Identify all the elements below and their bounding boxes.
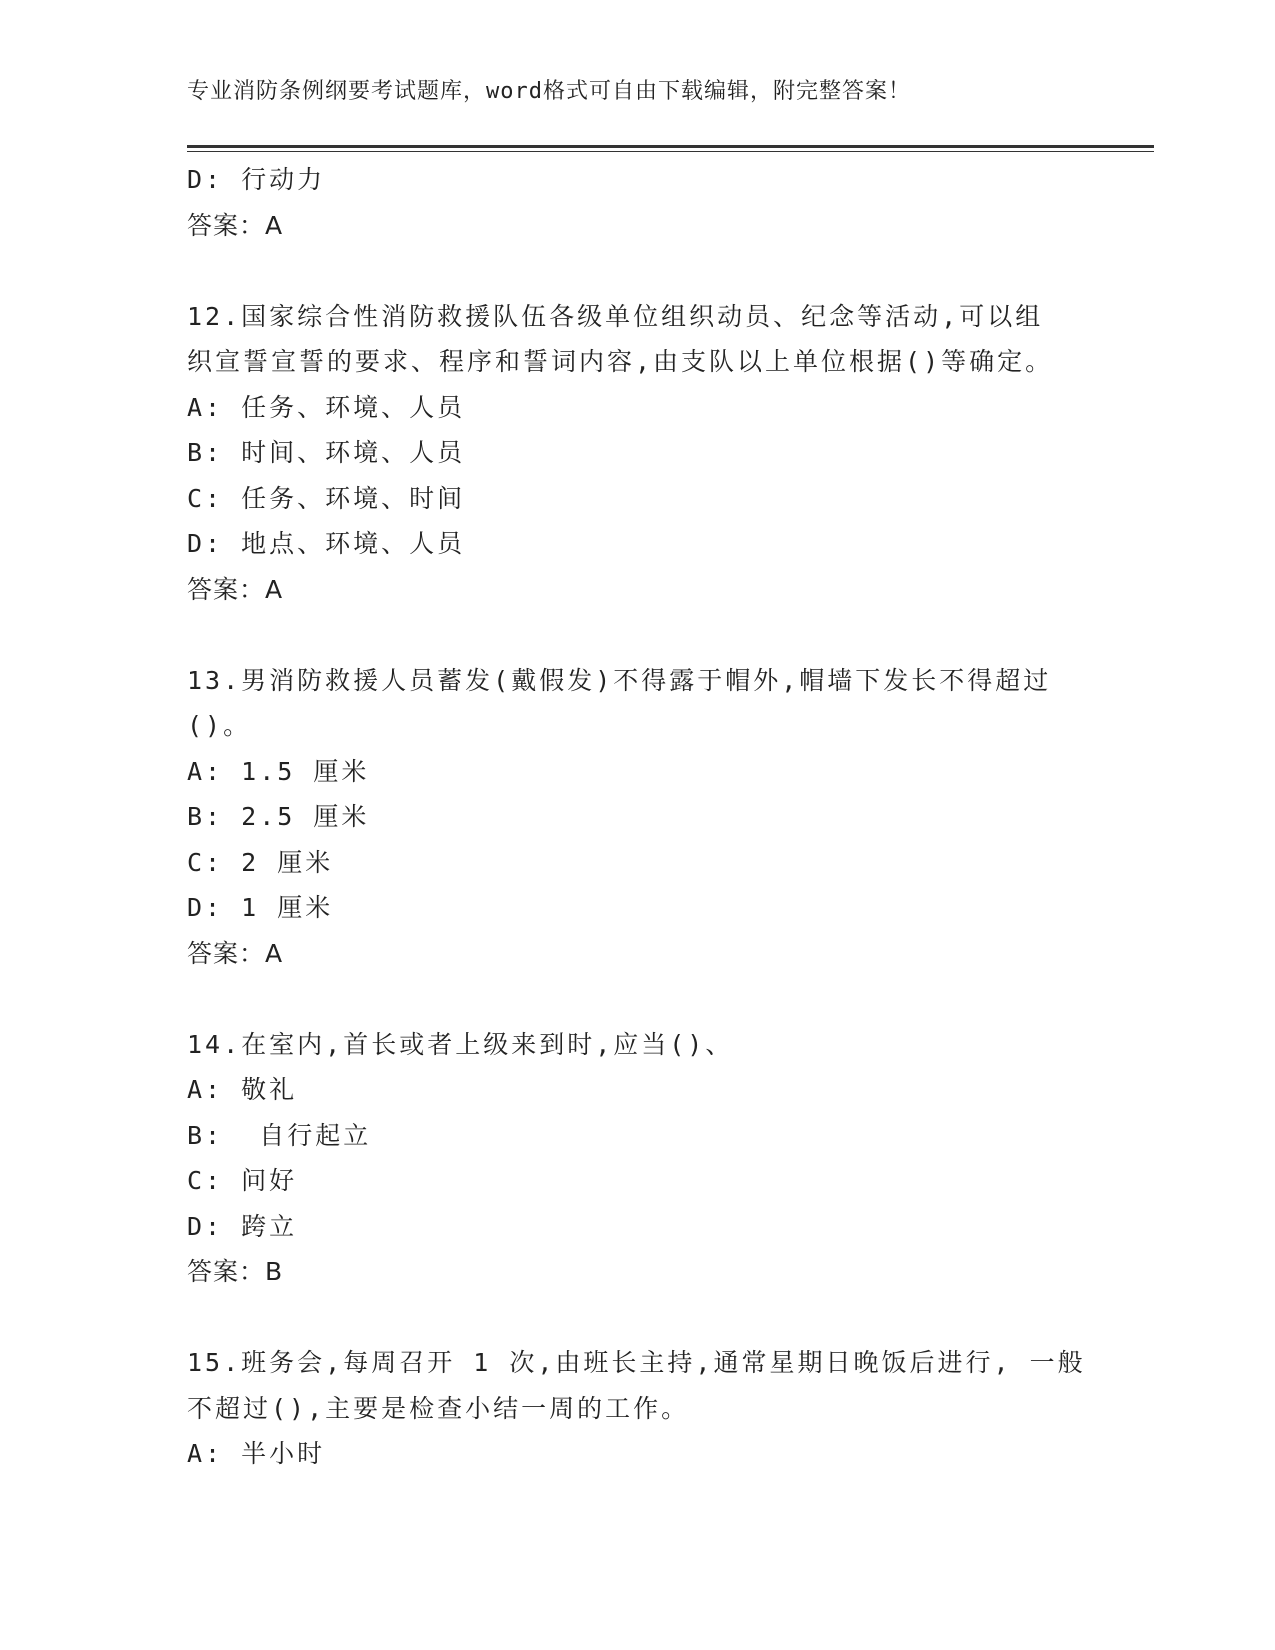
question-text: 男消防救援人员蓄发(戴假发)不得露于帽外,帽墙下发长不得超过	[241, 665, 1052, 695]
option-text: 时间、环境、人员	[241, 438, 466, 467]
question-number: 13.	[187, 665, 242, 695]
option-d	[187, 521, 1107, 567]
option-b	[187, 794, 1107, 840]
option-text: 1.5 厘米	[241, 756, 370, 786]
question-number: 15.	[187, 1348, 242, 1377]
option-text: 2 厘米	[241, 847, 334, 877]
option-text: 任务、环境、时间	[241, 483, 466, 513]
answer: 答案：A	[187, 574, 284, 604]
option-text: 问好	[241, 1166, 298, 1195]
option-text: 行动力	[241, 165, 326, 194]
option-label: C:	[187, 1166, 224, 1195]
answer: 答案：A	[187, 210, 284, 240]
option-text: 敬礼	[241, 1075, 298, 1104]
option-text: 2.5 厘米	[241, 802, 370, 831]
option-d	[187, 885, 1107, 931]
spacer	[187, 612, 1107, 658]
option-text: 地点、环境、人员	[241, 529, 466, 558]
option-label: B:	[187, 802, 224, 831]
question-number: 14.	[187, 1029, 242, 1059]
question-number: 12.	[187, 301, 242, 331]
option-text: 半小时	[241, 1439, 326, 1468]
option-label: D:	[187, 165, 224, 194]
question-content	[187, 157, 1107, 1477]
option-label: B:	[187, 1120, 224, 1150]
option-c	[187, 476, 1107, 522]
option-d	[187, 157, 1107, 203]
question-14-line1	[187, 1022, 1107, 1068]
option-b	[187, 430, 1107, 476]
option-label: D:	[187, 893, 224, 922]
question-13-line2: ()。	[187, 711, 252, 740]
spacer	[187, 976, 1107, 1022]
header-rule-thick	[187, 145, 1154, 148]
option-b	[187, 1113, 1107, 1159]
option-c	[187, 1158, 1107, 1204]
question-15-line1	[187, 1340, 1107, 1386]
question-text: 在室内,首长或者上级来到时,应当()、	[241, 1029, 734, 1059]
question-15-line2: 不超过(),主要是检查小结一周的工作。	[187, 1393, 690, 1423]
option-label: B:	[187, 438, 224, 467]
option-label: A:	[187, 392, 224, 422]
spacer	[187, 1295, 1107, 1341]
option-label: C:	[187, 847, 224, 877]
option-label: D:	[187, 1211, 224, 1241]
question-text: 班务会,每周召开 1 次,由班长主持,通常星期日晚饭后进行, 一般	[241, 1348, 1086, 1377]
option-text: 1 厘米	[241, 893, 334, 922]
question-12-line2: 织宣誓宣誓的要求、程序和誓词内容,由支队以上单位根据()等确定。	[187, 347, 1054, 376]
answer: 答案：B	[187, 1257, 284, 1286]
question-text: 国家综合性消防救援队伍各级单位组织动员、纪念等活动,可以组	[241, 301, 1044, 331]
page-header: 专业消防条例纲要考试题库，word格式可自由下载编辑，附完整答案！	[187, 79, 911, 104]
answer: 答案：A	[187, 938, 284, 968]
option-label: A:	[187, 1075, 224, 1104]
option-text: 跨立	[241, 1211, 298, 1241]
option-label: C:	[187, 483, 224, 513]
option-a	[187, 1431, 1107, 1477]
question-13-line1	[187, 658, 1107, 704]
option-a	[187, 385, 1107, 431]
option-c	[187, 840, 1107, 886]
option-d	[187, 1204, 1107, 1250]
option-label: D:	[187, 529, 224, 558]
spacer	[187, 248, 1107, 294]
option-text: 自行起立	[241, 1120, 372, 1150]
option-label: A:	[187, 1439, 224, 1468]
option-a	[187, 1067, 1107, 1113]
option-text: 任务、环境、人员	[241, 392, 466, 422]
option-label: A:	[187, 756, 224, 786]
option-a	[187, 749, 1107, 795]
question-12-line1	[187, 294, 1107, 340]
header-rule-thin	[187, 151, 1154, 152]
